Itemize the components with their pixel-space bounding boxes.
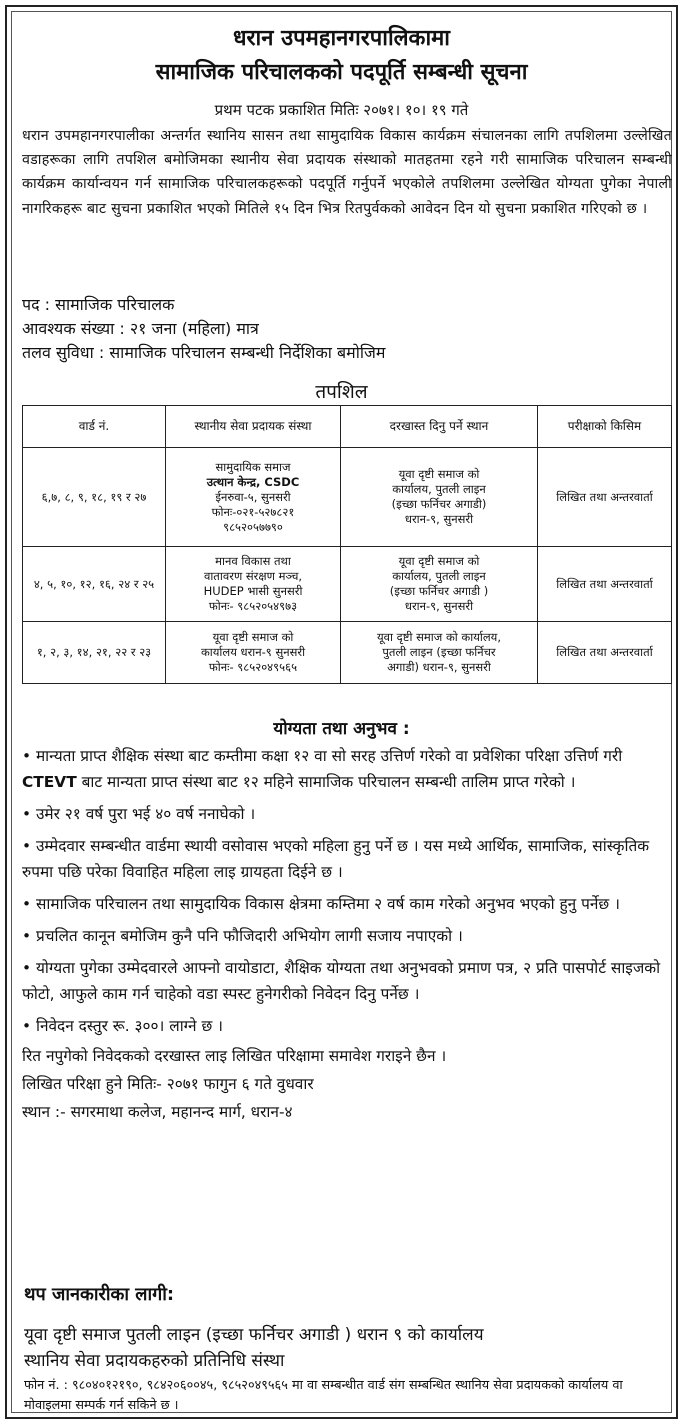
exam-cell: लिखित तथा अन्तरवार्ता (538, 448, 672, 547)
qualification-text: बाट मान्यता प्राप्त संस्था बाट १२ महिने सामाजिक परिचालन सम्बन्धी तालिम प्राप्त गरेको । (76, 773, 576, 791)
contact-line-2: स्थानिय सेवा प्रदायकहरुको प्रतिनिधि संस्था (24, 1351, 285, 1371)
provider-line: ईनरुवा-५, सुनसरी (215, 489, 291, 504)
qualifications-title: योग्यता तथा अनुभव : (273, 719, 410, 739)
notice-inner-border (11, 11, 672, 1413)
published-date: प्रथम पटक प्रकाशित मितिः २०७१। १०। १९ गते (214, 101, 469, 119)
contact-title: थप जानकारीका लागी: (24, 1284, 175, 1305)
location-cell (341, 547, 538, 622)
qualification-item: • योग्यता पुगेका उम्मेदवारले आफ्नो वायोडाटा, शैक्षिक योग्यता तथा अनुभवको प्रमाण पत्र, २ प्रति पासपोर्ट साइजको फोटो, आफुले काम गर्न चाहेको वडा स्पस्ट हुनेगरीको निवेदन दिनु पर्नेछ । (22, 959, 661, 1003)
table-row (23, 622, 672, 684)
header-location: दरखास्त दिनु पर्ने स्थान (341, 406, 538, 448)
location-line: धरान-९, सुनसरी (404, 599, 474, 613)
provider-line: फोनः- ९८५२०४९५६५ (208, 660, 298, 674)
provider-cell (166, 547, 341, 622)
ctevt-label: CTEVT (22, 773, 77, 791)
ward-cell: ६,७, ८, ९, १८, १९ र २७ (23, 448, 166, 547)
location-cell (341, 622, 538, 684)
post-count: आवश्यक संख्या : २१ जना (महिला) मात्र (22, 319, 259, 338)
location-line: कार्यालय, पुतली लाइन (392, 482, 486, 496)
location-line: धरान-९, सुनसरी (404, 512, 474, 526)
provider-line: मानव विकास तथा (215, 554, 291, 568)
location-line: अगाडी) धरान-९, सुनसरी (387, 660, 491, 674)
location-line: यूवा दृष्टी समाज को कार्यालय, (376, 630, 502, 644)
provider-line: सामुदायिक समाज (215, 459, 291, 474)
details-table (22, 405, 672, 684)
location-line: (इच्छा फर्निचर अगाडी ) (389, 584, 489, 598)
table-header-row (23, 406, 672, 448)
table-row (23, 547, 672, 622)
location-line: पुतली लाइन (इच्छा फर्निचर (382, 645, 496, 659)
contact-phone: फोन नं. : ९८०४०१२१९०, ९८४२०६००४५, ९८५२०४९५६५ मा वा सम्बन्धीत वार्ड संग सम्बन्धित स्थानिय सेवा प्रदायकको कार्यालय वा मोवाइलमा सम्पर्क गर्न सकिने छ । (24, 1378, 623, 1413)
qualification-item: • सामाजिक परिचालन तथा सामुदायिक विकास क्षेत्रमा कम्तिमा २ वर्ष काम गरेको अनुभव भएको हुनु पर्नेछ । (22, 895, 620, 913)
exam-cell: लिखित तथा अन्तरवार्ता (538, 622, 672, 684)
location-cell (341, 448, 538, 547)
provider-line: ९८५२०५७७९० (223, 519, 283, 534)
header-exam: परीक्षाको किसिम (538, 406, 672, 448)
qualification-item: • निवेदन दस्तुर रू. ३००। लाग्ने छ । (22, 1017, 223, 1035)
exam-date: लिखित परिक्षा हुने मितिः- २०७१ फागुन ६ गते वुधवार (22, 1075, 314, 1093)
qualification-item: • उमेर २१ वर्ष पुरा भई ४० वर्ष ननाघेको । (22, 805, 256, 823)
post-salary: तलव सुविधा : सामाजिक परिचालन सम्बन्धी निर्देशिका बमोजिम (22, 343, 386, 362)
ward-cell: ४, ५, १०, १२, १६, २४ र २५ (23, 547, 166, 622)
title-line-1: धरान उपमहानगरपालिकामा (232, 26, 451, 51)
qualifications-list (22, 743, 672, 1125)
location-line: कार्यालय, पुतली लाइन (392, 569, 486, 583)
provider-line: यूवा दृष्टी समाज को (212, 630, 294, 644)
header-provider: स्थानीय सेवा प्रदायक संस्था (166, 406, 341, 448)
notice-frame (5, 5, 678, 1419)
qualification-text: • मान्यता प्राप्त शैक्षिक संस्था बाट कम्तीमा कक्षा १२ वा सो सरह उत्तिर्ण गरेको वा प्रवेशिका परिक्षा उत्तिर्ण गरी (22, 747, 623, 765)
provider-line: फोनः-०२१-५२७८२१ (211, 504, 295, 519)
ward-cell: १, २, ३, १४, २१, २२ र २३ (23, 622, 166, 684)
header-ward: वार्ड नं. (23, 406, 166, 448)
table-row (23, 448, 672, 547)
location-line: यूवा दृष्टी समाज को (398, 554, 480, 568)
title-line-2: सामाजिक परिचालकको पदपूर्ति सम्बन्धी सूचना (155, 60, 528, 85)
exam-cell: लिखित तथा अन्तरवार्ता (538, 547, 672, 622)
provider-line: वातावरण संरक्षण मञ्च, (203, 569, 303, 583)
qualification-item: • उम्मेदवार सम्बन्धीत वार्डमा स्थायी वसोवास भएको महिला हुनु पर्ने छ । यस मध्ये आर्थिक, सामाजिक, सांस्कृतिक रुपमा पछि परेका विवाहित महिला लाइ ग्रायहता दिईने छ । (22, 837, 650, 881)
intro-paragraph: धरान उपमहानगरपालीका अन्तर्गत स्थानिय सासन तथा सामुदायिक विकास कार्यक्रम संचालनका लागि तपशिलमा उल्लेखित वडाहरूका लागि तपशिल बमोजिमका स्थानीय सेवा प्रदायक संस्थाको मातहतमा रहने गरी सामाजिक परिचालन सम्बन्धी कार्यक्रम कार्यान्वयन गर्न सामाजिक परिचालकहरूको पदपूर्ति गर्नुपर्ने भएकोले तपशिलमा उल्लेखित योग्यता पुगेका नेपाली नागरिकहरू बाट सुचना प्रकाशित भएको मितिले १५ दिन भित्र रितपुर्वकको आवेदन दिन यो सुचना प्रकाशित गरिएको छ । (22, 128, 672, 217)
table-title: तपशिल (315, 381, 368, 403)
provider-cell (166, 448, 341, 547)
location-line: (इच्छा फर्निचर अगाडी) (391, 497, 487, 511)
contact-line-1: यूवा दृष्टी समाज पुतली लाइन (इच्छा फर्निचर अगाडी ) धरान ९ को कार्यालय (24, 1325, 484, 1345)
provider-line: उत्थान केन्द्र, CSDC (206, 474, 300, 489)
post-position: पद : सामाजिक परिचालक (22, 295, 175, 314)
qualification-item: • प्रचलित कानून बमोजिम कुनै पनि फौजिदारी अभियोग लागी सजाय नपाएको । (22, 927, 463, 945)
qualification-item (22, 743, 672, 795)
note-text: रित नपुगेको निवेदकको दरखास्त लाइ लिखित परिक्षामा समावेश गराइने छैन । (22, 1047, 447, 1065)
location-line: यूवा दृष्टी समाज को (398, 467, 480, 481)
exam-venue: स्थान :- सगरमाथा कलेज, महानन्द मार्ग, धरान-४ (22, 1103, 293, 1121)
provider-line: फोनः- ९८५२०५४९७३ (208, 599, 298, 613)
provider-cell (166, 622, 341, 684)
provider-line: HUDEP भासी सुनसरी (203, 584, 303, 598)
provider-line: कार्यालय धरान-९ सुनसरी (200, 645, 306, 659)
